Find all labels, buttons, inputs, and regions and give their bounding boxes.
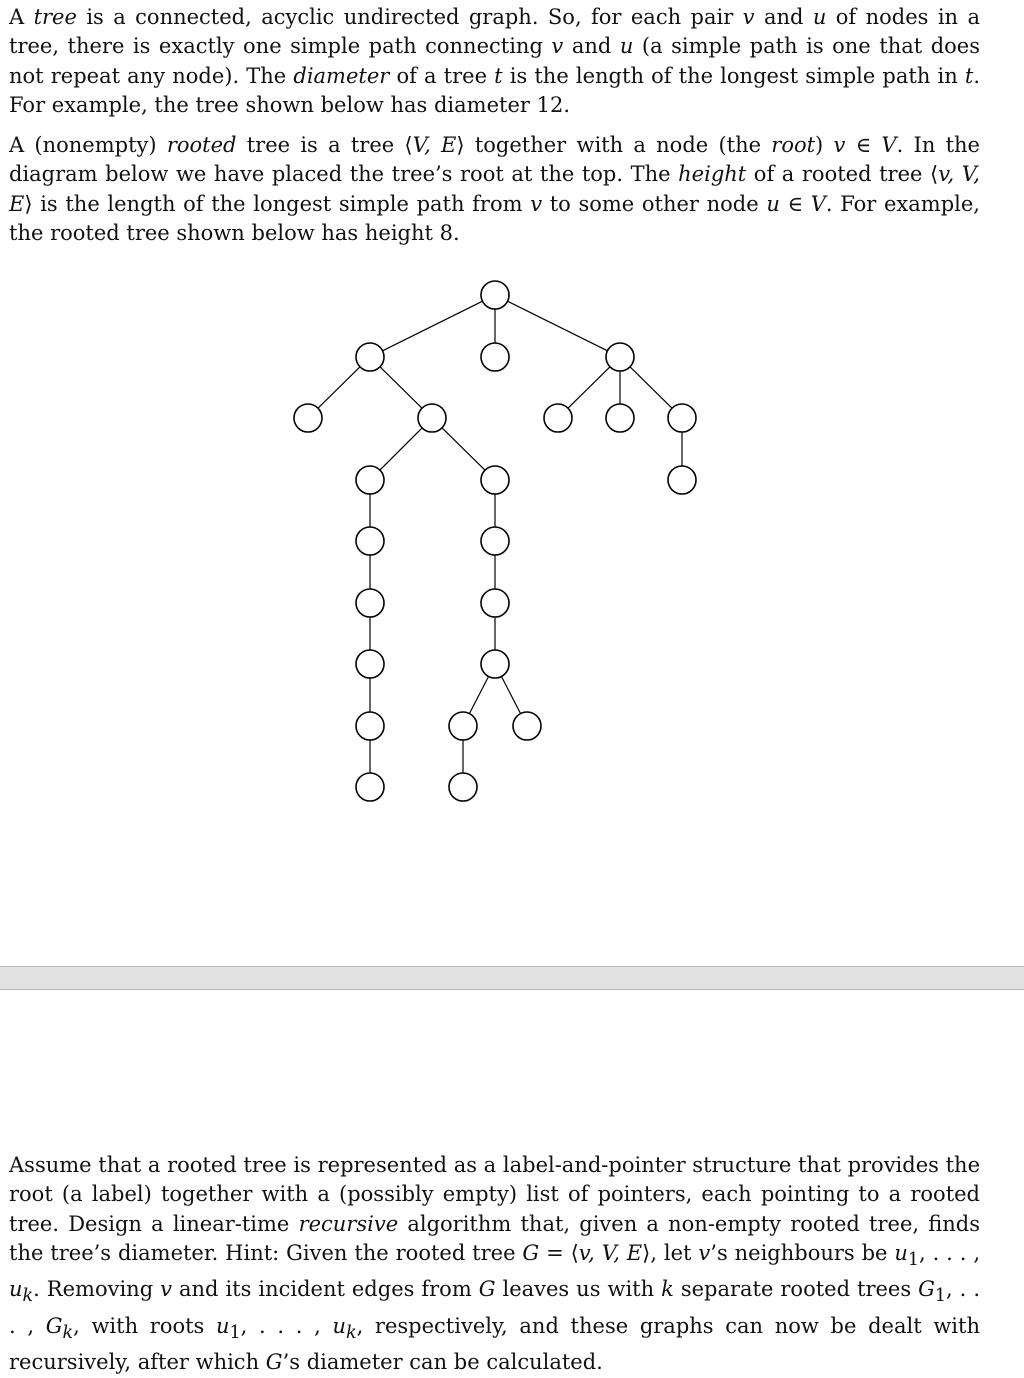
tree-node — [668, 466, 696, 494]
tree-node — [356, 527, 384, 555]
tree-node — [356, 589, 384, 617]
term-recursive: recursive — [298, 1211, 399, 1236]
term-tree: tree — [33, 5, 77, 29]
tree-node — [356, 712, 384, 740]
tree-node — [668, 404, 696, 432]
tree-nodes — [294, 281, 696, 801]
tree-edge — [383, 301, 483, 351]
tree-node — [481, 589, 509, 617]
tree-edge — [568, 367, 610, 408]
tree-node — [356, 343, 384, 371]
term-height: height — [678, 162, 747, 187]
tree-node — [449, 773, 477, 801]
tree-node — [356, 466, 384, 494]
paragraph-task-description: Assume that a rooted tree is represented as a label-and-pointer structure that provides the root (a label) together with a (possibly empty) list of pointers, each pointing to a rooted tree. Design a linear-time recursive algorithm that, given a non-empty rooted tree, finds the tree’s diameter. Hint: Given the rooted tree G = ⟨v, V, E⟩, let v’s neighbours be $u_1$, . . . , $u_k$. Removing v and its incident edges from G leaves us with k separate rooted trees $G_1$, . . . , $G_k$, with roots $u_1$, . . . , $u_k$, respectively, and these graphs can now be dealt with recursively, after which G’s diameter can be calculated. — [9, 1153, 981, 1375]
paragraph-rooted-tree-definition: A (nonempty) rooted tree is a tree ⟨V, E⟩ together with a node (the root) v ∈ V. In the diagram below we have placed the tree’s root at the top. The height of a rooted tree ⟨v, V, E⟩ is the length of the longest simple path from v to some other node u ∈ V. For example, the rooted tree shown below has height 8. — [9, 133, 980, 245]
tree-node — [513, 712, 541, 740]
tree-edge — [508, 301, 608, 351]
tree-node — [544, 404, 572, 432]
tree-edge — [380, 367, 422, 408]
tree-edge — [380, 428, 422, 470]
tree-node — [356, 650, 384, 678]
tree-edge — [630, 367, 672, 408]
tree-edge — [442, 428, 485, 470]
tree-node — [418, 404, 446, 432]
tree-node — [481, 343, 509, 371]
tree-node — [449, 712, 477, 740]
tree-edge — [318, 367, 360, 408]
page-divider — [0, 966, 1024, 990]
tree-node — [356, 773, 384, 801]
paragraph-tree-definition: A tree is a connected, acyclic undirected graph. So, for each pair v and u of nodes in a tree, there is exactly one simple path connecting v and u (a simple path is one that does not repeat any node). The diameter of a tree t is the length of the longest simple path in t. For example, the tree shown below has diameter 12. — [9, 5, 981, 117]
tree-edge — [501, 676, 520, 713]
tree-node — [481, 466, 509, 494]
tree-node — [606, 343, 634, 371]
tree-node — [481, 650, 509, 678]
tree-node — [481, 527, 509, 555]
tree-root-node — [481, 281, 509, 309]
term-root: root — [771, 133, 816, 157]
tree-edge — [469, 676, 488, 713]
term-diameter: diameter — [293, 63, 390, 88]
tree-diagram — [0, 270, 1024, 830]
tree-node — [606, 404, 634, 432]
term-rooted: rooted — [166, 133, 237, 157]
tree-node — [294, 404, 322, 432]
